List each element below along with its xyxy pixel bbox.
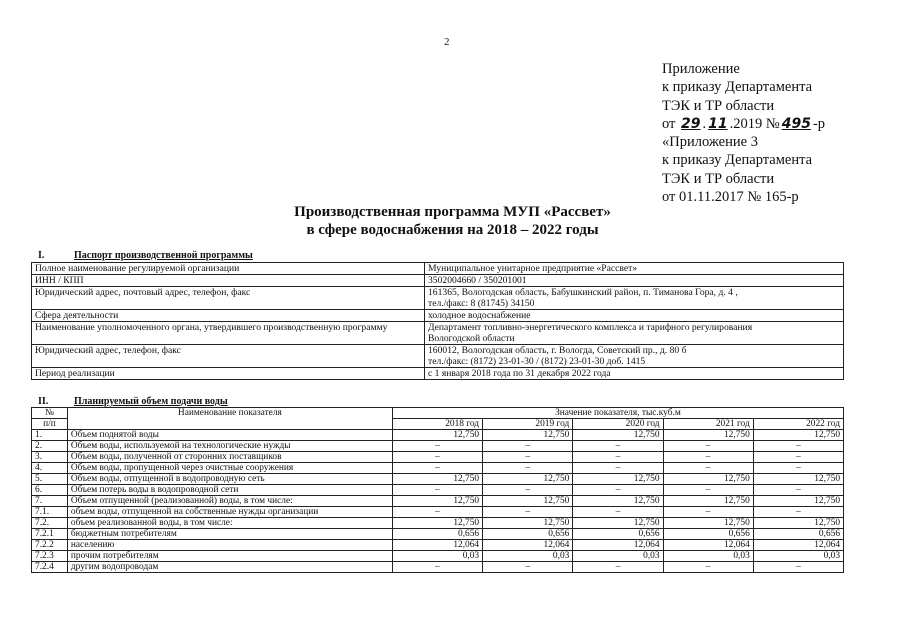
row-number: 3. bbox=[32, 452, 68, 463]
row-value: 12,750 bbox=[663, 474, 753, 485]
row-value: – bbox=[753, 463, 843, 474]
row-indicator-name: другим водопроводам bbox=[67, 562, 392, 573]
row-value: – bbox=[392, 452, 482, 463]
row-value: – bbox=[573, 463, 663, 474]
passport-value bbox=[425, 345, 844, 368]
appendix-line: к приказу Департамента bbox=[662, 79, 813, 96]
row-value: – bbox=[392, 441, 482, 452]
table-row bbox=[32, 485, 844, 496]
passport-value-line: Департамент топливно-энергетического комплекса и тарифного регулирования bbox=[428, 322, 753, 333]
appendix-line: ТЭК и ТР области bbox=[662, 170, 775, 187]
row-number: 7.2. bbox=[32, 518, 68, 529]
row-value: 12,750 bbox=[392, 474, 482, 485]
passport-label: Сфера деятельности bbox=[32, 310, 425, 322]
row-value: – bbox=[392, 562, 482, 573]
row-number: 1. bbox=[32, 430, 68, 441]
row-value: 12,750 bbox=[483, 496, 573, 507]
row-value: – bbox=[753, 441, 843, 452]
handwritten-day: 29 bbox=[681, 115, 701, 132]
appendix-block bbox=[662, 60, 825, 206]
passport-value bbox=[425, 263, 844, 275]
row-indicator-name: Объем поднятой воды bbox=[67, 430, 392, 441]
passport-row bbox=[32, 263, 844, 275]
passport-value bbox=[425, 275, 844, 287]
row-indicator-name: Объем отпущенной (реализованной) воды, в том числе: bbox=[67, 496, 392, 507]
row-value: 12,064 bbox=[573, 540, 663, 551]
row-indicator-name: Объем воды, отпущенной в водопроводную сеть bbox=[67, 474, 392, 485]
header-year: 2022 год bbox=[753, 419, 843, 430]
row-indicator-name: объем воды, отпущенной на собственные нужды организации bbox=[67, 507, 392, 518]
row-number: 7.1. bbox=[32, 507, 68, 518]
row-value: 0,03 bbox=[753, 551, 843, 562]
row-value: 12,750 bbox=[392, 496, 482, 507]
header-num-bottom: п/п bbox=[32, 419, 68, 430]
row-value: – bbox=[573, 441, 663, 452]
appendix-line: от 01.11.2017 № 165-р bbox=[662, 189, 799, 206]
table-row bbox=[32, 551, 844, 562]
row-value: 0,656 bbox=[392, 529, 482, 540]
passport-value-line: 161365, Вологодская область, Бабушкинский район, п. Тиманова Гора, д. 4 , bbox=[428, 287, 738, 298]
section-number: I. bbox=[38, 250, 45, 261]
header-year: 2021 год bbox=[663, 419, 753, 430]
title-line: в сфере водоснабжения на 2018 – 2022 годы bbox=[306, 222, 599, 238]
header-value-group: Значение показателя, тыс.куб.м bbox=[392, 408, 843, 419]
number-suffix: -р bbox=[812, 115, 826, 132]
row-value: – bbox=[753, 452, 843, 463]
document-title bbox=[0, 203, 905, 239]
row-value: 12,750 bbox=[663, 518, 753, 529]
row-value: 12,750 bbox=[573, 518, 663, 529]
row-value: – bbox=[753, 507, 843, 518]
row-value: 0,656 bbox=[663, 529, 753, 540]
handwritten-month: 11 bbox=[708, 115, 728, 132]
passport-row bbox=[32, 275, 844, 287]
row-value: – bbox=[753, 485, 843, 496]
row-number: 2. bbox=[32, 441, 68, 452]
table-row bbox=[32, 518, 844, 529]
row-value: 12,064 bbox=[483, 540, 573, 551]
passport-label: Юридический адрес, телефон, факс bbox=[32, 345, 425, 368]
page-number: 2 bbox=[444, 36, 450, 48]
row-indicator-name: Объем воды, используемой на технологические нужды bbox=[67, 441, 392, 452]
row-value: 0,656 bbox=[753, 529, 843, 540]
row-value: 12,750 bbox=[573, 430, 663, 441]
row-value: – bbox=[483, 463, 573, 474]
title-line: Производственная программа МУП «Рассвет» bbox=[294, 204, 611, 220]
passport-label: Наименование уполномоченного органа, утвердившего производственную программу bbox=[32, 322, 425, 345]
row-value: 12,750 bbox=[753, 518, 843, 529]
passport-row bbox=[32, 322, 844, 345]
row-value: – bbox=[392, 463, 482, 474]
table-row bbox=[32, 562, 844, 573]
table-row bbox=[32, 474, 844, 485]
table-row bbox=[32, 496, 844, 507]
passport-row bbox=[32, 287, 844, 310]
row-value: 12,750 bbox=[753, 474, 843, 485]
passport-value-line: тел./факс: (8172) 23-01-30 / (8172) 23-01-30 доб. 1415 bbox=[428, 356, 646, 367]
row-value: 0,656 bbox=[573, 529, 663, 540]
row-value: – bbox=[483, 507, 573, 518]
year-text: .2019 № bbox=[729, 115, 780, 132]
row-value: 12,750 bbox=[573, 496, 663, 507]
appendix-order-line: от 29 . 11 .2019 № 495 -р bbox=[662, 115, 826, 132]
header-year: 2018 год bbox=[392, 419, 482, 430]
table-row bbox=[32, 452, 844, 463]
passport-value bbox=[425, 322, 844, 345]
row-value: 12,750 bbox=[483, 430, 573, 441]
passport-value bbox=[425, 310, 844, 322]
passport-row bbox=[32, 368, 844, 380]
passport-label: Полное наименование регулируемой организации bbox=[32, 263, 425, 275]
row-value: 12,064 bbox=[753, 540, 843, 551]
row-indicator-name: Объем потерь воды в водопроводной сети bbox=[67, 485, 392, 496]
passport-value-line: тел./факс: 8 (81745) 34150 bbox=[428, 298, 535, 309]
row-value: 0,03 bbox=[573, 551, 663, 562]
row-value: – bbox=[663, 562, 753, 573]
row-value: 12,750 bbox=[392, 430, 482, 441]
table-row bbox=[32, 540, 844, 551]
row-value: 12,750 bbox=[483, 474, 573, 485]
row-value: 12,064 bbox=[392, 540, 482, 551]
header-num-top: № bbox=[32, 408, 68, 419]
row-indicator-name: прочим потребителям bbox=[67, 551, 392, 562]
row-number: 7.2.3 bbox=[32, 551, 68, 562]
row-value: 12,750 bbox=[753, 430, 843, 441]
passport-value-line: Вологодской области bbox=[428, 333, 515, 344]
row-value: – bbox=[483, 485, 573, 496]
row-value: 12,750 bbox=[483, 518, 573, 529]
row-value: 12,750 bbox=[663, 430, 753, 441]
passport-value-line: 3502004660 / 350201001 bbox=[428, 275, 527, 286]
row-value: – bbox=[573, 507, 663, 518]
passport-row bbox=[32, 310, 844, 322]
header-indicator-name: Наименование показателя bbox=[67, 408, 392, 430]
row-value: 0,656 bbox=[483, 529, 573, 540]
table-row bbox=[32, 463, 844, 474]
row-value: – bbox=[663, 485, 753, 496]
row-value: – bbox=[753, 562, 843, 573]
row-number: 6. bbox=[32, 485, 68, 496]
section-heading-passport bbox=[38, 250, 253, 261]
row-number: 7.2.4 bbox=[32, 562, 68, 573]
passport-value-line: Муниципальное унитарное предприятие «Рассвет» bbox=[428, 263, 638, 274]
appendix-line: «Приложение 3 bbox=[662, 134, 758, 151]
row-value: 0,03 bbox=[663, 551, 753, 562]
row-value: – bbox=[663, 463, 753, 474]
row-value: 12,750 bbox=[573, 474, 663, 485]
section-heading-volume bbox=[38, 396, 228, 407]
row-value: – bbox=[483, 562, 573, 573]
row-value: 12,750 bbox=[392, 518, 482, 529]
row-value: 12,750 bbox=[663, 496, 753, 507]
row-number: 7.2.1 bbox=[32, 529, 68, 540]
row-indicator-name: населению bbox=[67, 540, 392, 551]
row-value: 12,750 bbox=[753, 496, 843, 507]
row-value: 0,03 bbox=[392, 551, 482, 562]
handwritten-number: 495 bbox=[781, 115, 811, 132]
row-value: – bbox=[663, 507, 753, 518]
row-value: – bbox=[392, 507, 482, 518]
row-indicator-name: Объем воды, пропущенной через очистные сооружения bbox=[67, 463, 392, 474]
section-number: II. bbox=[38, 396, 49, 407]
row-value: – bbox=[483, 452, 573, 463]
row-value: – bbox=[573, 485, 663, 496]
row-indicator-name: бюджетным потребителям bbox=[67, 529, 392, 540]
passport-row bbox=[32, 345, 844, 368]
row-value: – bbox=[663, 441, 753, 452]
row-value: – bbox=[573, 452, 663, 463]
row-number: 5. bbox=[32, 474, 68, 485]
row-value: 12,064 bbox=[663, 540, 753, 551]
appendix-line: ТЭК и ТР области bbox=[662, 97, 775, 114]
row-number: 7.2.2 bbox=[32, 540, 68, 551]
row-number: 4. bbox=[32, 463, 68, 474]
header-year: 2020 год bbox=[573, 419, 663, 430]
passport-value bbox=[425, 287, 844, 310]
passport-value-line: холодное водоснабжение bbox=[428, 310, 531, 321]
passport-table bbox=[31, 262, 844, 380]
row-indicator-name: объем реализованной воды, в том числе: bbox=[67, 518, 392, 529]
date-prefix: от bbox=[662, 115, 676, 132]
table-row bbox=[32, 441, 844, 452]
row-value: 0,03 bbox=[483, 551, 573, 562]
water-volume-table bbox=[31, 407, 844, 573]
passport-label: ИНН / КПП bbox=[32, 275, 425, 287]
row-value: – bbox=[663, 452, 753, 463]
header-year: 2019 год bbox=[483, 419, 573, 430]
passport-value-line: с 1 января 2018 года по 31 декабря 2022 года bbox=[428, 368, 611, 379]
table-row bbox=[32, 430, 844, 441]
row-value: – bbox=[392, 485, 482, 496]
row-number: 7. bbox=[32, 496, 68, 507]
section-label: Планируемый объем подачи воды bbox=[74, 396, 228, 407]
appendix-line: к приказу Департамента bbox=[662, 152, 813, 169]
passport-label: Юридический адрес, почтовый адрес, телефон, факс bbox=[32, 287, 425, 310]
row-value: – bbox=[573, 562, 663, 573]
row-indicator-name: Объем воды, полученной от сторонних поставщиков bbox=[67, 452, 392, 463]
section-label: Паспорт производственной программы bbox=[74, 250, 253, 261]
table-row bbox=[32, 507, 844, 518]
table-header-row bbox=[32, 408, 844, 419]
appendix-line: Приложение bbox=[662, 61, 740, 77]
passport-value-line: 160012, Вологодская область, г. Вологда, Советский пр., д. 80 б bbox=[428, 345, 687, 356]
table-row bbox=[32, 529, 844, 540]
passport-label: Период реализации bbox=[32, 368, 425, 380]
passport-value bbox=[425, 368, 844, 380]
row-value: – bbox=[483, 441, 573, 452]
